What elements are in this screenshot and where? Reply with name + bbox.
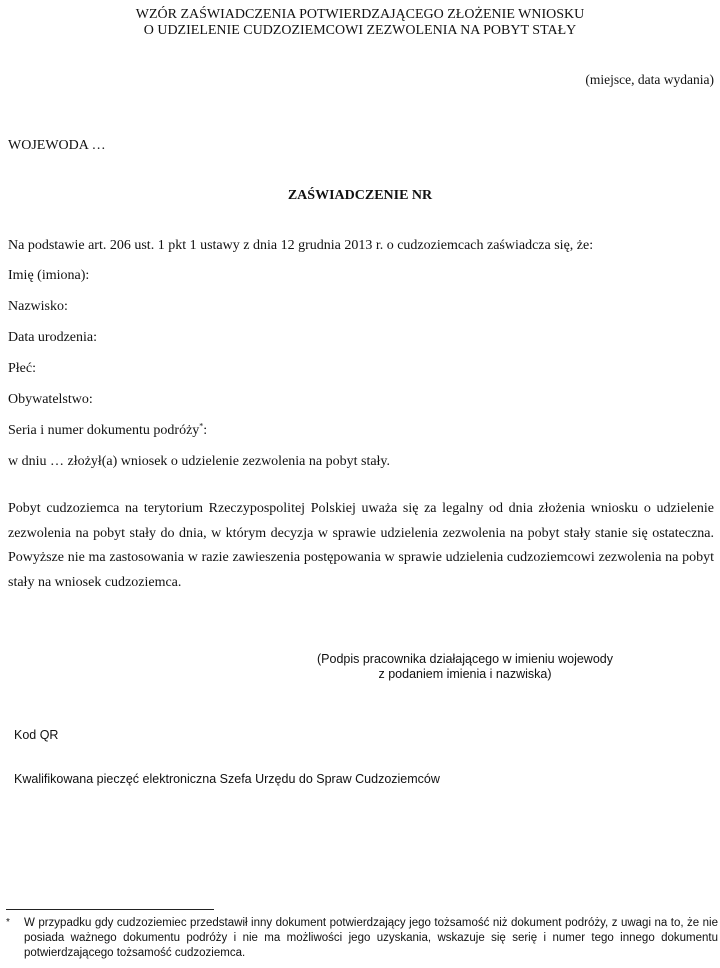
certificate-heading: ZAŚWIADCZENIE NR [287,188,433,203]
legal-stay-paragraph: Pobyt cudzoziemca na terytorium Rzeczypospolitej Polskiej uważa się za legalny od dnia złożenia wniosku o udzielenie zezwolenia na pobyt stały do dnia, w którym decyzja w sprawie udzielenia zezwolenia na pobyt stały stanie się ostateczna. Powyższe nie ma zastosowania w razie zawieszenia postępowania w sprawie udzielenia cudzoziemcowi zezwolenia na pobyt stały na wniosek cudzoziemca. [8,501,714,590]
birth-date-label: Data urodzenia: [8,330,98,345]
footnote-text: W przypadku gdy cudzoziemiec przedstawił inny dokument potwierdzający jego tożsamość niż dokument podróży, z uwagi na to, że nie posiada ważnego dokumentu podróży i nie ma możliwości jego uzyskania, wskazuje się serię i numer tego innego dokumentu potwierdzającego tożsamość cudzoziemca. [24,917,718,959]
qr-code-label: Kod QR [14,728,59,742]
footnote-divider [6,909,214,910]
travel-document-text: Seria i numer dokumentu podróży [8,423,200,438]
voivode-label: WOJEWODA … [8,138,106,153]
application-statement: w dniu … złożył(a) wniosek o udzielenie zezwolenia na pobyt stały. [8,454,391,469]
signature-line-2: z podaniem imienia i nazwiska) [378,667,552,681]
signature-block [300,652,630,682]
first-names-label: Imię (imiona): [8,268,90,283]
electronic-seal-label: Kwalifikowana pieczęć elektroniczna Szefa Urzędu do Spraw Cudzoziemców [14,772,440,786]
footnote-marker: * [6,917,10,928]
footnote-reference: * [199,421,204,431]
citizenship-label: Obywatelstwo: [8,392,93,407]
sex-label: Płeć: [8,361,36,376]
legal-basis-text: Na podstawie art. 206 ust. 1 pkt 1 ustawy z dnia 12 grudnia 2013 r. o cudzoziemcach zaświadcza się, że: [8,238,594,253]
document-title-line-1: WZÓR ZAŚWIADCZENIA POTWIERDZAJĄCEGO ZŁOŻENIE WNIOSKU [135,7,585,22]
signature-line-1: (Podpis pracownika działającego w imieniu wojewody [317,652,613,666]
place-date-label: (miejsce, data wydania) [585,72,714,87]
document-title-line-2: O UDZIELENIE CUDZOZIEMCOWI ZEZWOLENIA NA POBYT STAŁY [143,23,577,38]
travel-document-colon: : [203,423,208,438]
surname-label: Nazwisko: [8,299,68,314]
travel-document-label [8,423,207,439]
